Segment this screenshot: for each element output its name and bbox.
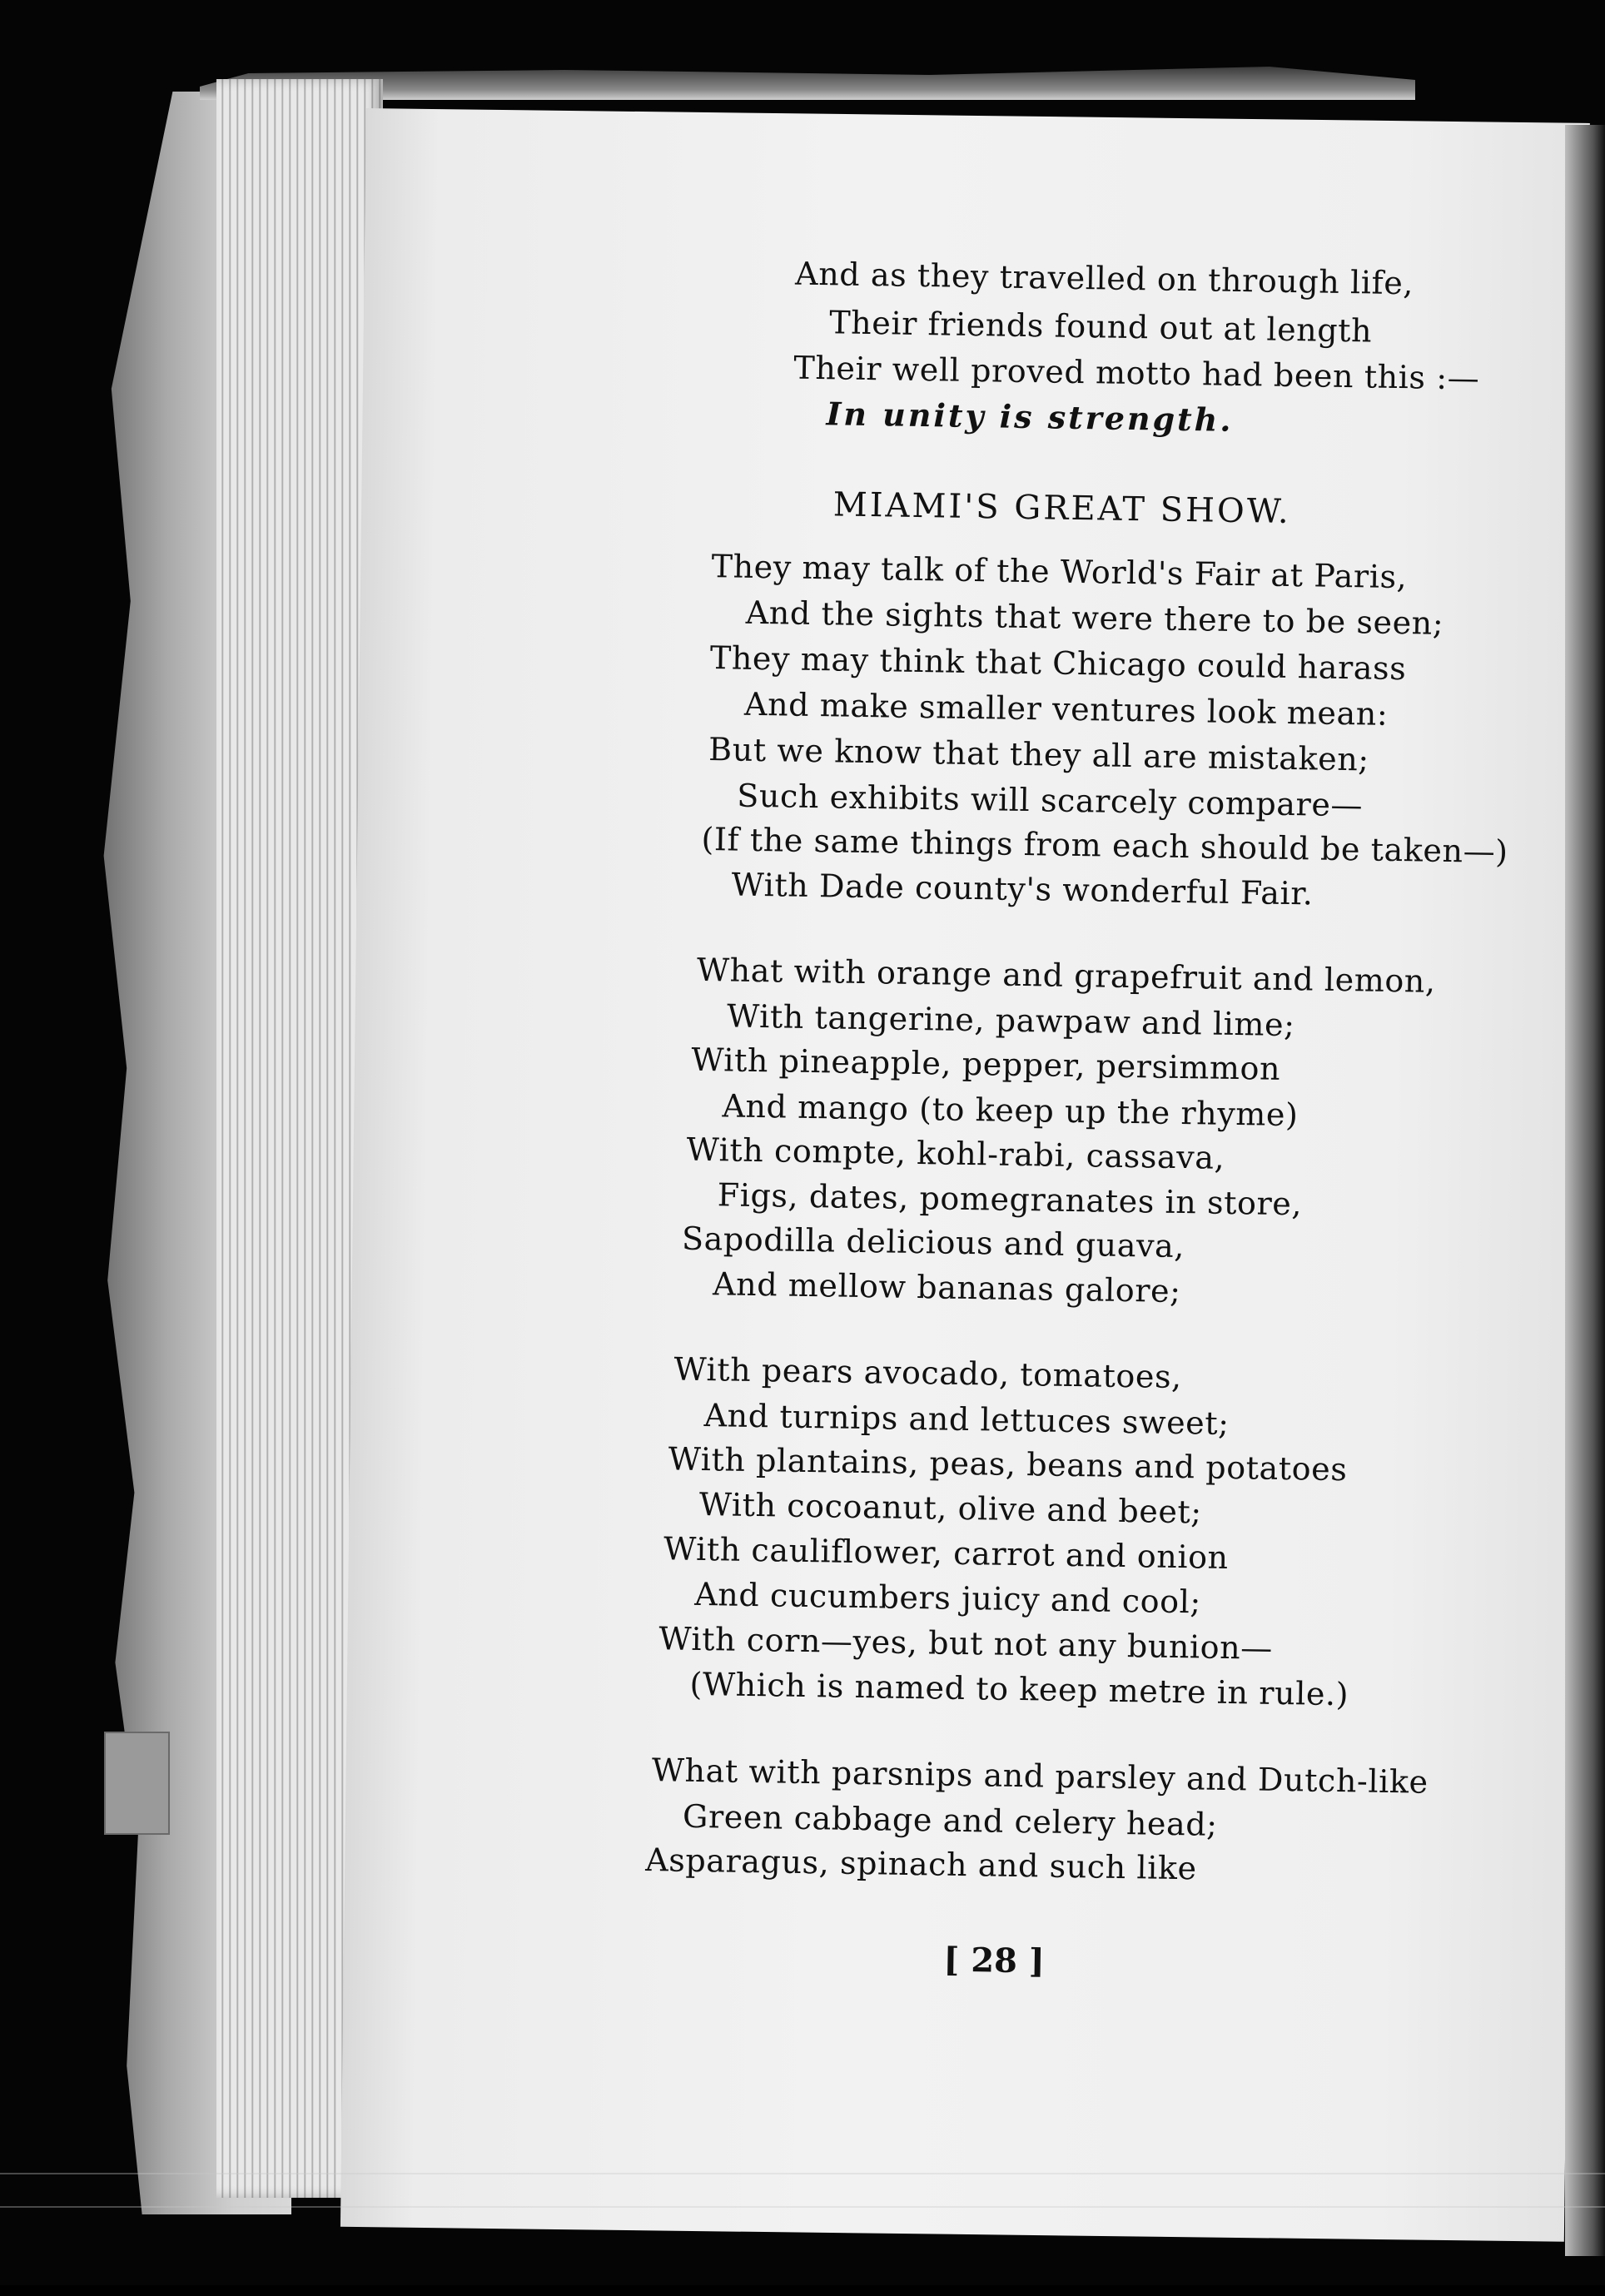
intro-line: Their friends found out at length: [828, 304, 1373, 350]
poem-line: What with parsnips and parsley and Dutch-like: [651, 1752, 1429, 1801]
poem-line: With tangerine, pawpaw and lime;: [726, 997, 1295, 1044]
poem-line: With Dade county's wonderful Fair.: [731, 866, 1314, 912]
intro-line: Their well proved motto had been this :—: [793, 349, 1480, 397]
poem-line: Figs, dates, pomegranates in store,: [717, 1176, 1303, 1223]
poem-line: Asparagus, spinach and such like: [644, 1841, 1198, 1887]
poem-line: But we know that they all are mistaken;: [708, 731, 1370, 778]
poem-line: Sapodilla delicious and guava,: [681, 1220, 1185, 1265]
poem-line: And cucumbers juicy and cool;: [693, 1575, 1202, 1621]
poem-line: And the sights that were there to be seen;: [745, 594, 1444, 642]
poem-line: With pears avocado, tomatoes,: [673, 1350, 1183, 1396]
poem-line: With compte, kohl-rabi, cassava,: [686, 1131, 1225, 1176]
poem-line: They may think that Chicago could harass: [709, 639, 1407, 688]
poem-line: And mango (to keep up the rhyme): [722, 1087, 1299, 1134]
poem-line: And turnips and lettuces sweet;: [703, 1397, 1230, 1442]
poem-line: (Which is named to keep metre in rule.): [689, 1665, 1349, 1713]
poem-title: MIAMI'S GREAT SHOW.: [832, 485, 1291, 531]
poem-line: With pineapple, pepper, persimmon: [691, 1041, 1281, 1087]
page-number: [ 28 ]: [943, 1940, 1046, 1981]
poem-line: With corn—yes, but not any bunion—: [658, 1620, 1274, 1667]
poem-line: Such exhibits will scarcely compare—: [737, 777, 1364, 824]
poem-line: With cauliflower, carrot and onion: [663, 1530, 1230, 1576]
poem-line: They may talk of the World's Fair at Paris,: [711, 548, 1408, 596]
intro-motto-line: In unity is strength.: [826, 395, 1234, 439]
poem-line: Green cabbage and celery head;: [682, 1797, 1218, 1843]
poem-line: And mellow bananas galore;: [712, 1265, 1181, 1310]
intro-line: And as they travelled on through life,: [794, 255, 1414, 302]
poem-line: And make smaller ventures look mean:: [743, 685, 1389, 733]
poem-line: With cocoanut, olive and beet;: [698, 1485, 1203, 1531]
poem-line: With plantains, peas, beans and potatoes: [668, 1440, 1348, 1488]
poem-line: What with orange and grapefruit and lemon,: [696, 951, 1436, 1000]
poem-line: (If the same things from each should be taken—): [701, 820, 1509, 871]
